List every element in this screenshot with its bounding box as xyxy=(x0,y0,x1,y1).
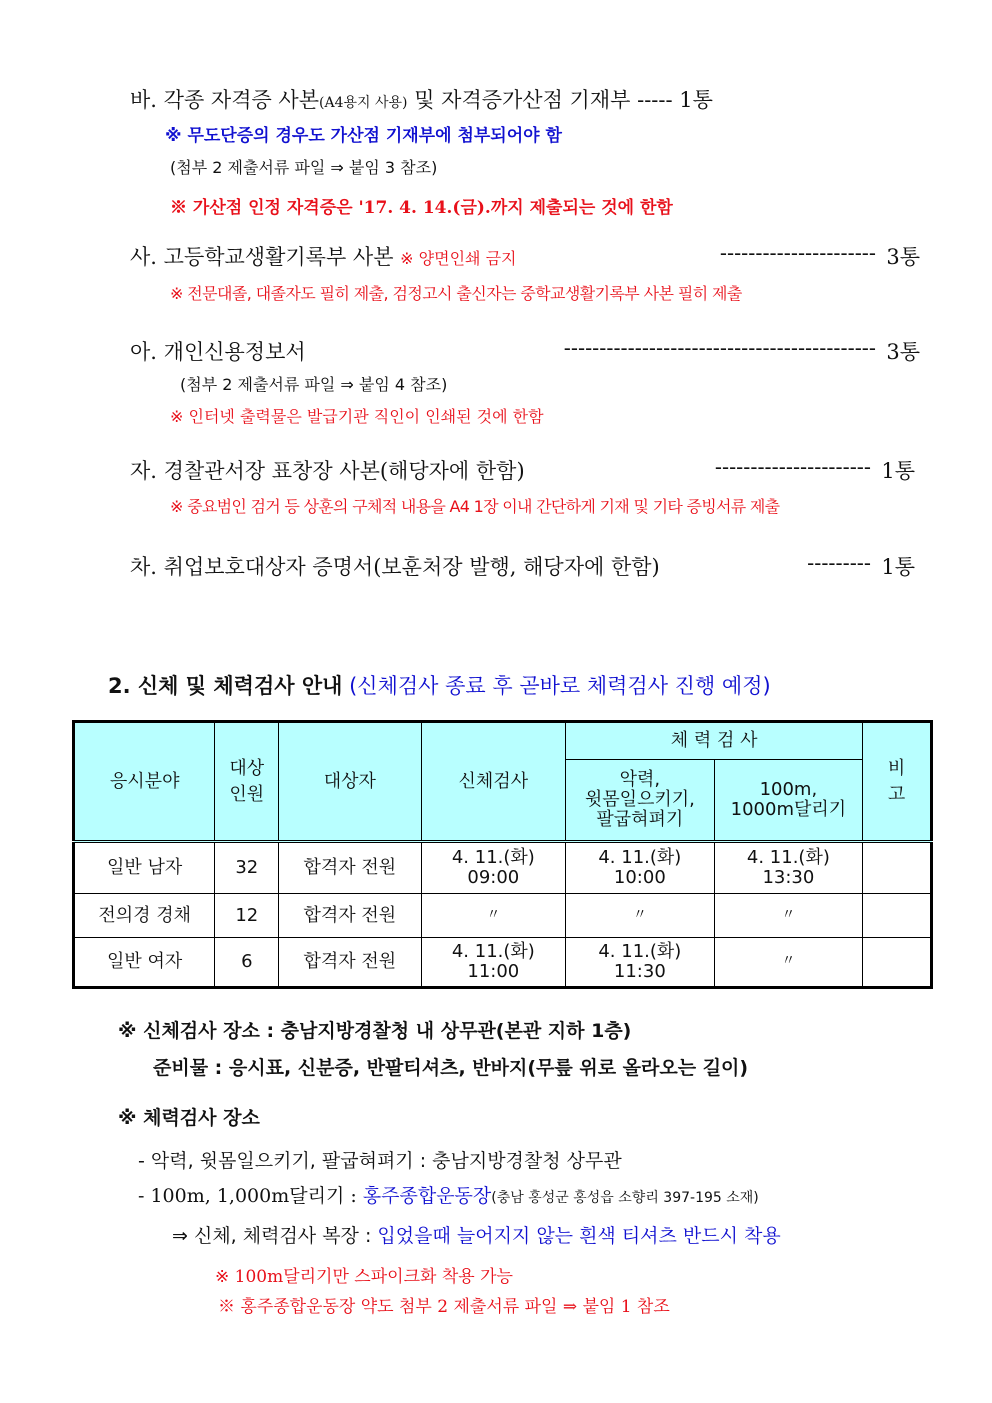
item-cha-line xyxy=(130,551,915,581)
cell-remarks xyxy=(863,842,932,894)
item-sa-leader: ---------------------- xyxy=(719,241,876,265)
cell-fitness-b: 〃 xyxy=(714,938,863,988)
item-sa-inline-note: ※ 양면인쇄 금지 xyxy=(400,249,517,268)
item-ba-text: 각종 자격증 사본 xyxy=(163,88,320,112)
item-ba-line xyxy=(130,84,713,114)
map-note: ※ 홍주종합운동장 약도 첨부 2 제출서류 파일 ⇒ 붙임 1 참조 xyxy=(218,1297,670,1317)
supplies-note: 준비물 : 응시표, 신분증, 반팔티셔츠, 반바지(무릎 위로 올라오는 길이) xyxy=(153,1057,749,1079)
cell-fitness-b: 〃 xyxy=(714,894,863,938)
fitness-location-title: ※ 체력검사 장소 xyxy=(118,1107,260,1129)
item-sa-text: 고등학교생활기록부 사본 xyxy=(163,245,394,269)
item-a-text: 개인신용정보서 xyxy=(163,340,306,364)
cell-physical: 〃 xyxy=(421,894,566,938)
header-count xyxy=(215,722,279,842)
item-ba-count: 1통 xyxy=(679,88,713,112)
item-sa-count: 3통 xyxy=(886,245,920,269)
cell-target: 합격자 전원 xyxy=(279,894,421,938)
fitness-location-b xyxy=(138,1181,759,1208)
cell-physical xyxy=(421,842,566,894)
cell-physical-time: 11:00 xyxy=(467,961,520,982)
item-ja-text: 경찰관서장 표창장 사본(해당자에 한함) xyxy=(163,459,525,483)
physical-location-note: ※ 신체검사 장소 : 충남지방경찰청 내 상무관(본관 지하 1층) xyxy=(118,1020,632,1042)
cell-fitness-a-date: 4. 11.(화) xyxy=(598,941,682,963)
fitness-location-a: - 악력, 윗몸일으키기, 팔굽혀펴기 : 충남지방경찰청 상무관 xyxy=(138,1150,622,1172)
item-ja-note-1: ※ 중요범인 검거 등 상훈의 구체적 내용을 A4 1장 이내 간단하게 기재 및 기타 증빙서류 제출 xyxy=(170,497,780,516)
cell-remarks xyxy=(863,938,932,988)
cell-field: 전의경 경채 xyxy=(74,894,215,938)
item-ba-text-small: (A4용지 사용) xyxy=(319,95,408,111)
fitness-location-b-address: (충남 홍성군 홍성읍 소향리 397-195 소재) xyxy=(491,1190,759,1206)
header-remarks-line1: 비 xyxy=(887,757,906,779)
item-a-count: 3통 xyxy=(886,340,920,364)
spike-note: ※ 100m달리기만 스파이크화 착용 가능 xyxy=(215,1267,513,1287)
item-cha-marker: 차. xyxy=(130,555,157,579)
header-fitness-a-line1: 악력, xyxy=(619,769,661,791)
cell-fitness-a: 〃 xyxy=(566,894,715,938)
item-a-note-2: ※ 인터넷 출력물은 발급기관 직인이 인쇄된 것에 한함 xyxy=(170,407,544,426)
header-fitness-a xyxy=(566,760,715,842)
item-a-leader: -------------------------------------------- xyxy=(563,336,876,360)
item-cha-count: 1통 xyxy=(881,555,915,579)
header-count-line1: 대상 xyxy=(229,757,265,779)
item-ba-marker: 바. xyxy=(130,88,157,112)
cell-remarks xyxy=(863,894,932,938)
item-sa-note-1: ※ 전문대졸, 대졸자도 필히 제출, 검정고시 출신자는 중학교생활기록부 사본 필히 제출 xyxy=(170,284,742,303)
cell-fitness-b xyxy=(714,842,863,894)
cell-physical-time: 09:00 xyxy=(467,867,520,888)
table-row xyxy=(74,842,932,894)
cell-fitness-a xyxy=(566,842,715,894)
item-cha-text: 취업보호대상자 증명서(보훈처장 발행, 해당자에 한함) xyxy=(163,555,660,579)
item-ja-count: 1통 xyxy=(881,459,915,483)
header-fitness-group: 체 력 검 사 xyxy=(566,722,863,760)
cell-target: 합격자 전원 xyxy=(279,842,421,894)
cell-field: 일반 남자 xyxy=(74,842,215,894)
item-a-marker: 아. xyxy=(130,340,157,364)
item-sa-line xyxy=(130,241,920,271)
cell-count: 6 xyxy=(215,938,279,988)
section2-heading xyxy=(108,670,771,700)
cell-fitness-a-date: 4. 11.(화) xyxy=(598,847,682,869)
item-ja-marker: 자. xyxy=(130,459,157,483)
cell-physical-date: 4. 11.(화) xyxy=(451,847,535,869)
fitness-location-b-venue: 홍주종합운동장 xyxy=(362,1185,492,1207)
item-a-note-1: (첨부 2 제출서류 파일 ⇒ 붙임 4 참조) xyxy=(180,375,448,394)
item-ba-note-1: ※ 무도단증의 경우도 가산점 기재부에 첨부되어야 함 xyxy=(165,126,562,146)
item-a-line xyxy=(130,336,920,366)
table-row xyxy=(74,894,932,938)
table-row xyxy=(74,938,932,988)
cell-fitness-b-date: 4. 11.(화) xyxy=(746,847,830,869)
cell-physical xyxy=(421,938,566,988)
fitness-location-b-prefix: - 100m, 1,000m달리기 : xyxy=(138,1185,363,1207)
header-remarks xyxy=(863,722,932,842)
attire-note xyxy=(172,1221,781,1248)
cell-count: 32 xyxy=(215,842,279,894)
cell-field: 일반 여자 xyxy=(74,938,215,988)
attire-prefix: ⇒ 신체, 체력검사 복장 : xyxy=(172,1225,378,1247)
attire-value: 입었을때 늘어지지 않는 흰색 티셔츠 반드시 착용 xyxy=(377,1225,781,1247)
cell-fitness-a-time: 11:30 xyxy=(613,961,666,982)
item-ba-note-2: (첨부 2 제출서류 파일 ⇒ 붙임 3 참조) xyxy=(170,158,438,177)
item-ja-leader: ---------------------- xyxy=(714,455,871,479)
section2-title: 2. 신체 및 체력검사 안내 xyxy=(108,674,343,698)
header-target: 대상자 xyxy=(279,722,421,842)
header-fitness-a-line2: 윗몸일으키기, xyxy=(584,789,695,811)
item-cha-leader: --------- xyxy=(807,551,871,575)
item-ja-line xyxy=(130,455,915,485)
header-fitness-a-line3: 팔굽혀펴기 xyxy=(596,808,684,830)
cell-target: 합격자 전원 xyxy=(279,938,421,988)
cell-fitness-a xyxy=(566,938,715,988)
item-ba-note-3: ※ 가산점 인정 자격증은 '17. 4. 14.(금).까지 제출되는 것에 한함 xyxy=(170,198,673,218)
item-ba-text-after: 및 자격증가산점 기재부 xyxy=(407,88,631,112)
header-remarks-line2: 고 xyxy=(887,783,906,805)
cell-fitness-a-time: 10:00 xyxy=(613,867,666,888)
header-count-line2: 인원 xyxy=(229,783,265,805)
cell-physical-date: 4. 11.(화) xyxy=(451,941,535,963)
cell-count: 12 xyxy=(215,894,279,938)
cell-fitness-b-time: 13:30 xyxy=(762,867,815,888)
header-field: 응시분야 xyxy=(74,722,215,842)
item-sa-marker: 사. xyxy=(130,245,157,269)
header-fitness-b-line2: 1000m달리기 xyxy=(730,799,847,820)
section2-subtitle: (신체검사 종료 후 곧바로 체력검사 진행 예정) xyxy=(349,674,771,698)
header-physical-exam: 신체검사 xyxy=(421,722,566,842)
header-fitness-b-line1: 100m, xyxy=(759,779,818,801)
schedule-table xyxy=(72,720,933,989)
item-ba-leader: ----- xyxy=(637,88,673,112)
header-fitness-b xyxy=(714,760,863,842)
